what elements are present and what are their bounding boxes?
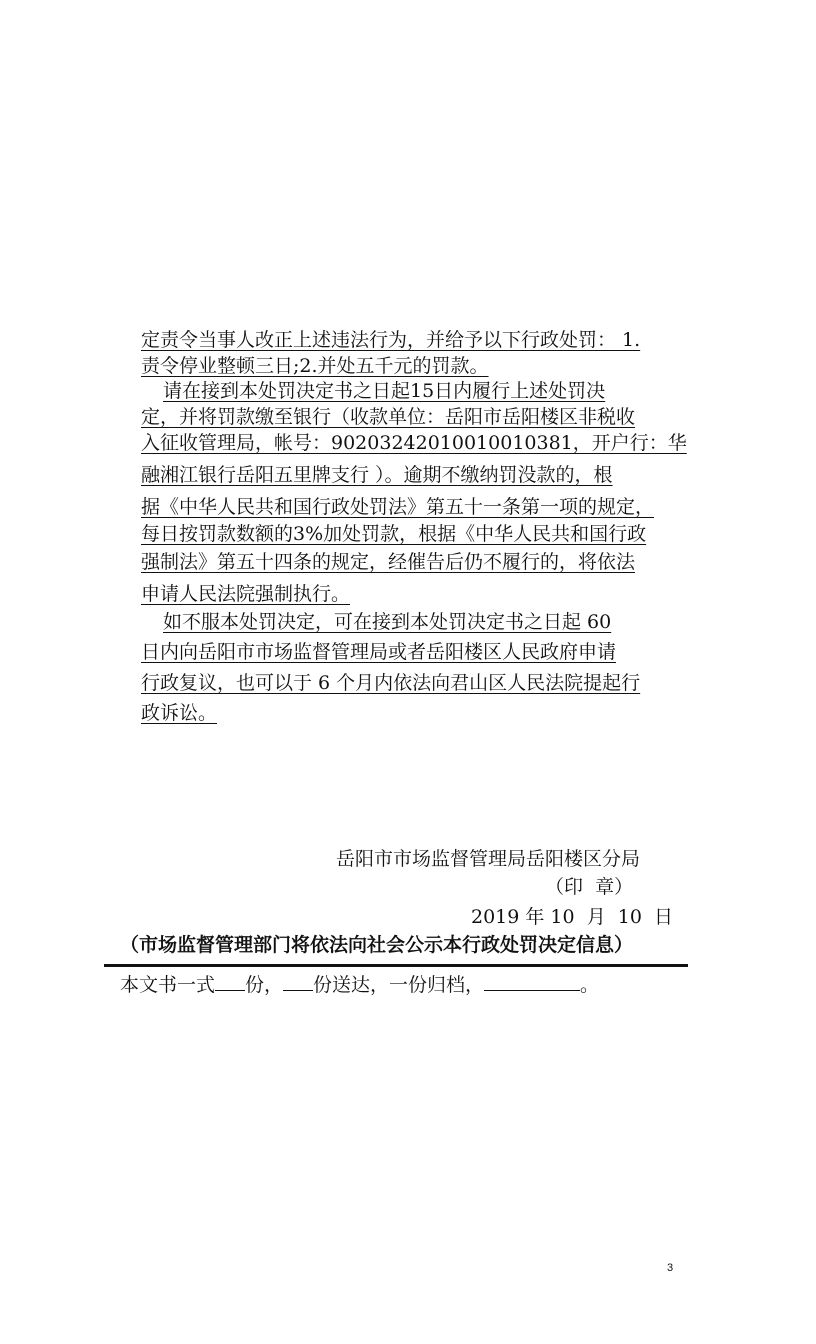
divider bbox=[104, 964, 688, 967]
issue-date: 2019 年 10 月 10 日 bbox=[471, 906, 674, 928]
body-line-10: 申请人民法院强制执行。 bbox=[141, 583, 351, 605]
body-line-11: 如不服本处罚决定，可在接到本处罚决定书之日起 60 bbox=[163, 611, 612, 633]
body-line-13: 行政复议，也可以于 6 个月内依法向君山区人民法院提起行 bbox=[141, 672, 641, 694]
body-line-5: 入征收管理局，帐号：90203242010010010381，开户行：华 bbox=[141, 432, 687, 454]
copies-text-1: 本文书一式 bbox=[120, 974, 216, 996]
body-line-3: 请在接到本处罚决定书之日起15日内履行上述处罚决 bbox=[163, 380, 606, 402]
public-notice: （市场监督管理部门将依法向社会公示本行政处罚决定信息） bbox=[120, 934, 634, 956]
body-line-12: 日内向岳阳市市场监督管理局或者岳阳楼区人民政府申请 bbox=[141, 641, 617, 663]
body-line-1: 定责令当事人改正上述违法行为，并给予以下行政处罚： 1. bbox=[141, 329, 641, 351]
remark-blank bbox=[484, 972, 580, 991]
delivered-count-blank bbox=[283, 972, 313, 991]
copies-text-4: 。 bbox=[580, 974, 600, 996]
copies-text-3: 份送达，一份归档， bbox=[313, 974, 485, 996]
copies-line bbox=[120, 972, 599, 998]
body-line-8: 每日按罚款数额的3%加处罚款，根据《中华人民共和国行政 bbox=[141, 523, 647, 545]
body-line-7: 据《中华人民共和国行政处罚法》第五十一条第一项的规定， bbox=[141, 496, 655, 518]
copies-count-blank bbox=[215, 972, 245, 991]
copies-text-2: 份， bbox=[245, 974, 284, 996]
body-line-9: 强制法》第五十四条的规定，经催告后仍不履行的，将依法 bbox=[141, 551, 636, 573]
issuing-org: 岳阳市市场监督管理局岳阳楼区分局 bbox=[336, 848, 641, 870]
body-line-2: 责令停业整顿三日;2.并处五千元的罚款。 bbox=[141, 355, 489, 377]
page-number: 3 bbox=[667, 1262, 674, 1274]
body-line-14: 政诉讼。 bbox=[141, 702, 218, 724]
seal-label: （印 章） bbox=[545, 876, 634, 898]
body-line-6: 融湘江银行岳阳五里牌支行 ）。逾期不缴纳罚没款的，根 bbox=[141, 464, 613, 486]
body-line-4: 定，并将罚款缴至银行（收款单位：岳阳市岳阳楼区非税收 bbox=[141, 406, 636, 428]
